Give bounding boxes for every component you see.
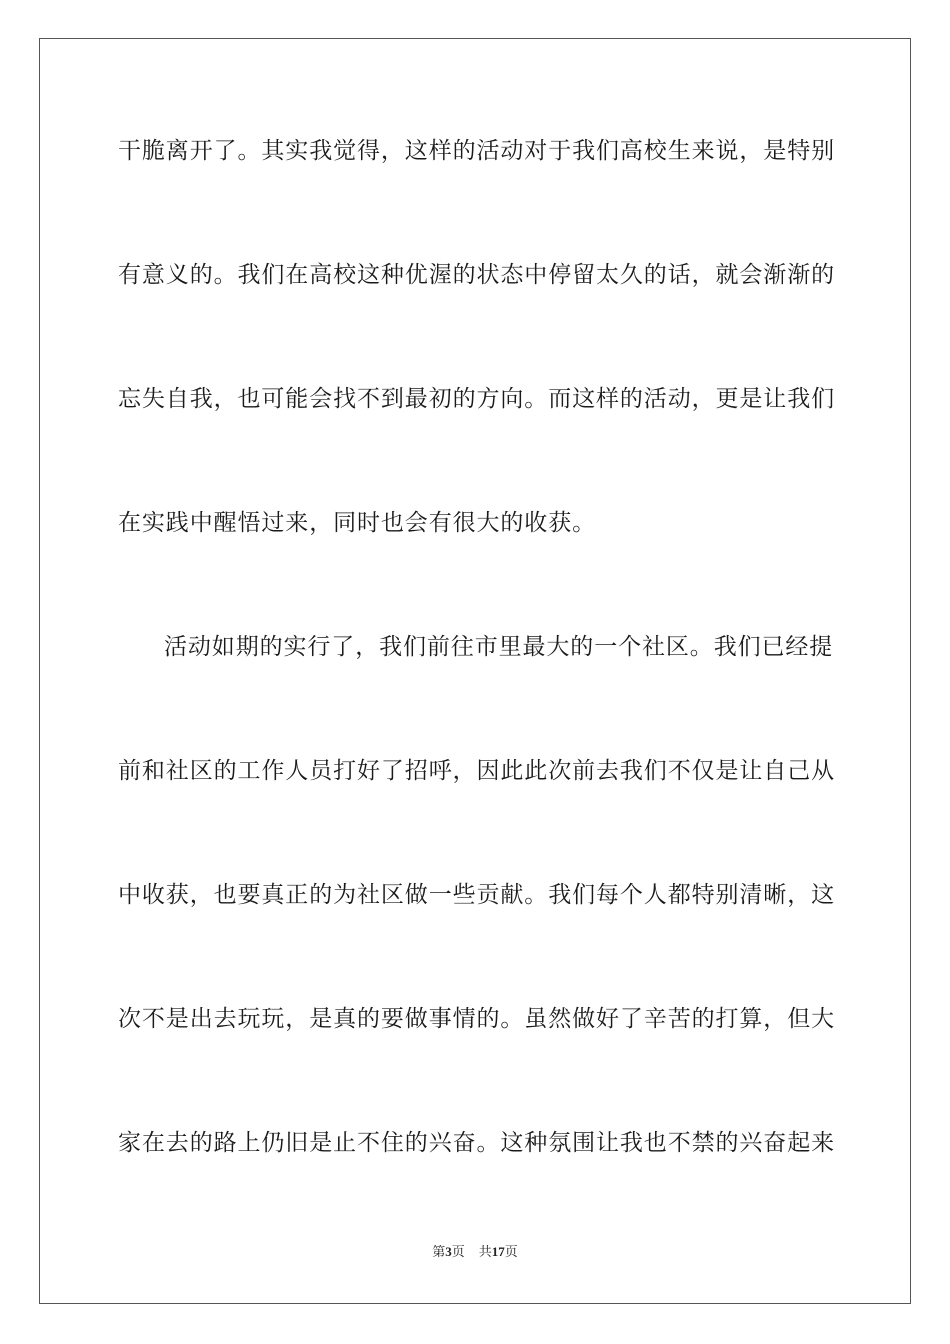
text-line: 忘失自我，也可能会找不到最初的方向。而这样的活动，更是让我们 bbox=[118, 386, 835, 412]
page-border bbox=[39, 38, 911, 1304]
total-suffix: 页 bbox=[504, 1244, 518, 1259]
page-footer bbox=[0, 1243, 950, 1261]
page-suffix: 页 bbox=[451, 1244, 465, 1259]
text-line: 活动如期的实行了，我们前往市里最大的一个社区。我们已经提 bbox=[164, 634, 834, 660]
text-line: 有意义的。我们在高校这种优渥的状态中停留太久的话，就会渐渐的 bbox=[118, 262, 835, 288]
page-prefix: 第 bbox=[432, 1244, 446, 1259]
text-line: 干脆离开了。其实我觉得，这样的活动对于我们高校生来说，是特别 bbox=[118, 138, 835, 164]
text-line: 中收获，也要真正的为社区做一些贡献。我们每个人都特别清晰，这 bbox=[118, 882, 835, 908]
text-line: 在实践中醒悟过来，同时也会有很大的收获。 bbox=[118, 510, 596, 536]
text-line: 前和社区的工作人员打好了招呼，因此此次前去我们不仅是让自己从 bbox=[118, 758, 835, 784]
text-line: 次不是出去玩玩，是真的要做事情的。虽然做好了辛苦的打算，但大 bbox=[118, 1006, 835, 1032]
total-pages: 17 bbox=[491, 1244, 505, 1259]
total-prefix: 共 bbox=[478, 1244, 492, 1259]
text-line: 家在去的路上仍旧是止不住的兴奋。这种氛围让我也不禁的兴奋起来 bbox=[118, 1130, 835, 1156]
page-number: 3 bbox=[445, 1244, 452, 1259]
